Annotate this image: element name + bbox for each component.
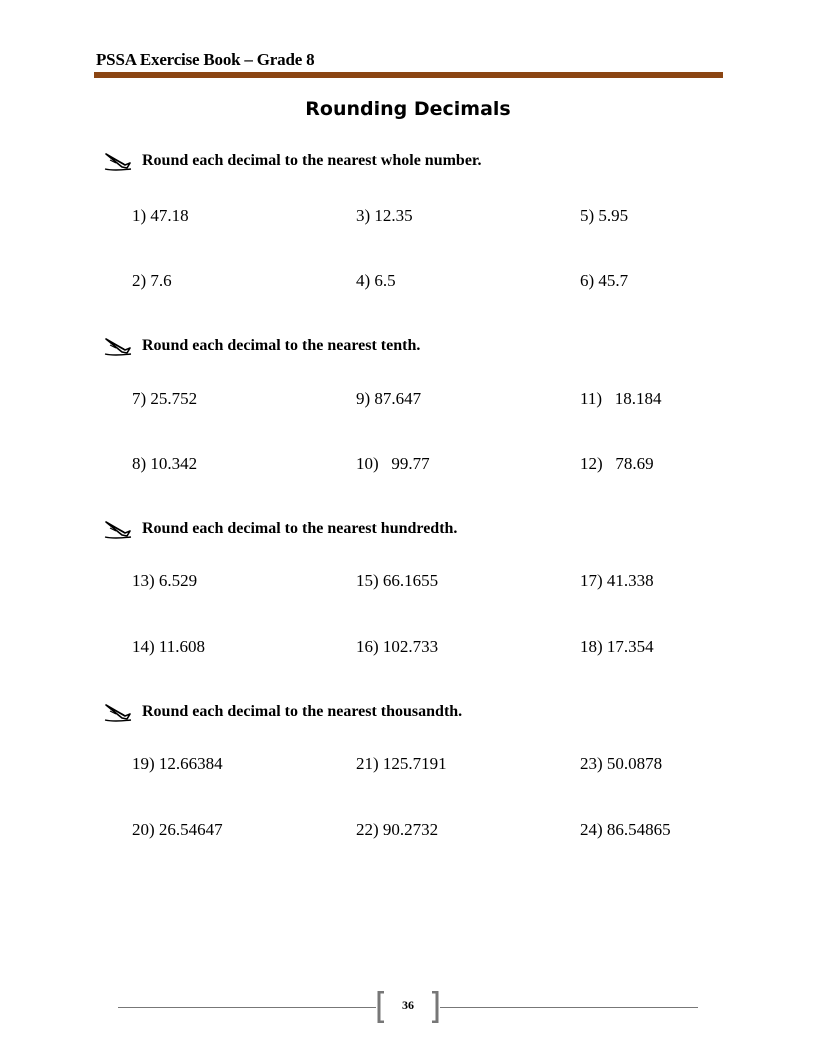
problem: 8) 10.342 <box>132 454 198 473</box>
pencil-icon <box>104 151 134 171</box>
problem: 20) 26.54647 <box>132 820 223 839</box>
problem: 4) 6.5 <box>356 271 396 290</box>
problem: 24) 86.54865 <box>580 820 671 839</box>
header-rule <box>94 72 723 78</box>
problem: 11) 18.184 <box>580 389 662 408</box>
right-bracket-icon <box>430 991 440 1023</box>
problem: 15) 66.1655 <box>356 571 439 590</box>
instruction-text: Round each decimal to the nearest tenth. <box>142 337 421 354</box>
problem: 17) 41.338 <box>580 571 654 590</box>
problem: 21) 125.7191 <box>356 754 447 773</box>
problem: 7) 25.752 <box>132 389 198 408</box>
pencil-icon <box>104 519 134 539</box>
instruction-text: Round each decimal to the nearest thousandth. <box>142 703 463 720</box>
pencil-icon <box>104 336 134 356</box>
instruction <box>104 150 482 172</box>
footer-line-right <box>440 1007 698 1008</box>
problem: 19) 12.66384 <box>132 754 223 773</box>
page-number: 36 <box>402 998 414 1012</box>
problem: 14) 11.608 <box>132 637 206 656</box>
problem: 13) 6.529 <box>132 571 198 590</box>
problem: 6) 45.7 <box>580 271 629 290</box>
header-title: PSSA Exercise Book – Grade 8 <box>96 50 315 69</box>
instruction <box>104 335 420 357</box>
problem: 12) 78.69 <box>580 454 654 473</box>
instruction-text: Round each decimal to the nearest whole number. <box>142 152 482 169</box>
problem: 18) 17.354 <box>580 637 654 656</box>
problem: 5) 5.95 <box>580 206 629 225</box>
page-title: Rounding Decimals <box>305 98 511 120</box>
problem: 16) 102.733 <box>356 637 439 656</box>
problem: 10) 99.77 <box>356 454 430 473</box>
instruction <box>104 518 457 540</box>
instruction <box>104 701 462 723</box>
instruction-text: Round each decimal to the nearest hundredth. <box>142 520 458 537</box>
problem: 2) 7.6 <box>132 271 172 290</box>
pencil-icon <box>104 702 134 722</box>
problem: 9) 87.647 <box>356 389 422 408</box>
problem: 1) 47.18 <box>132 206 189 225</box>
problem: 22) 90.2732 <box>356 820 439 839</box>
problem: 23) 50.0878 <box>580 754 663 773</box>
problem: 3) 12.35 <box>356 206 413 225</box>
footer-line-left <box>118 1007 376 1008</box>
left-bracket-icon <box>376 991 386 1023</box>
